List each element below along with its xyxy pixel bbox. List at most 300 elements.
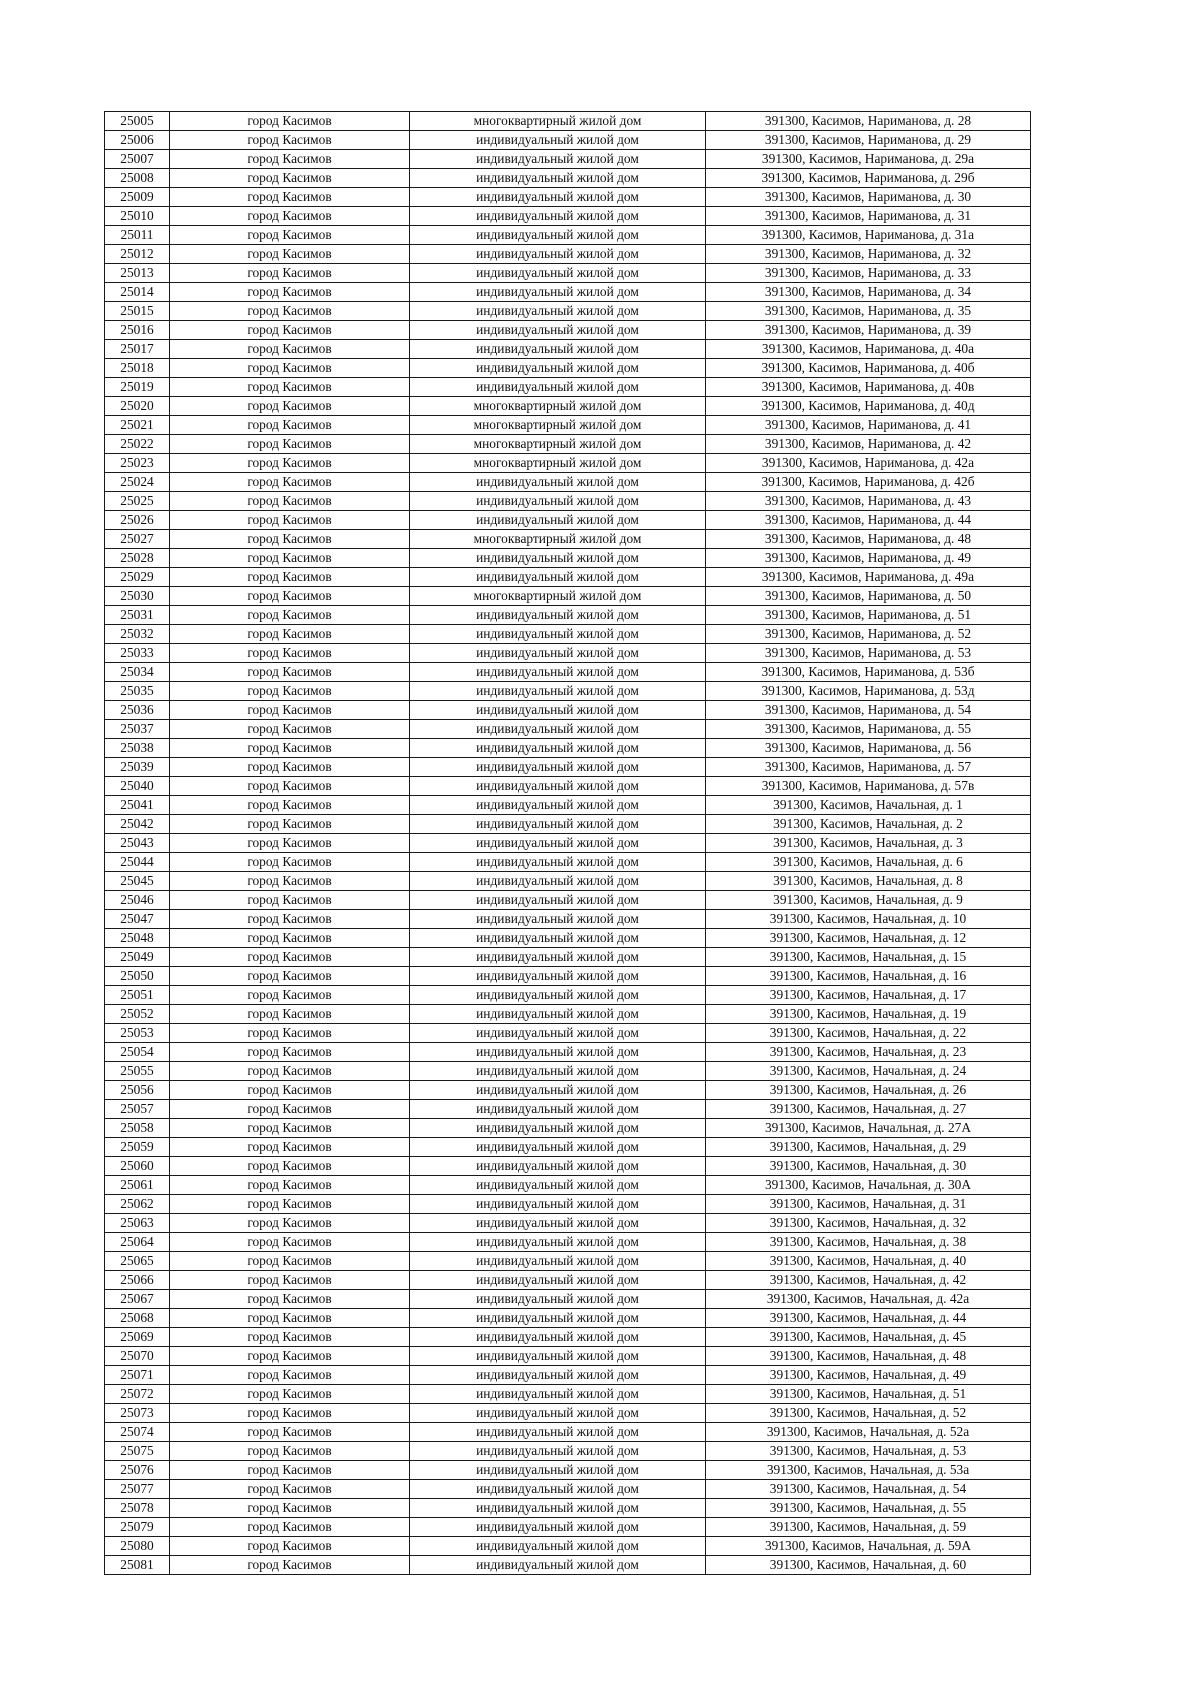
building-type-cell: индивидуальный жилой дом xyxy=(410,796,706,815)
building-type-cell: индивидуальный жилой дом xyxy=(410,511,706,530)
address-cell: 391300, Касимов, Нариманова, д. 40в xyxy=(706,378,1031,397)
address-cell: 391300, Касимов, Начальная, д. 40 xyxy=(706,1252,1031,1271)
locality-cell: город Касимов xyxy=(170,1100,410,1119)
record-id-cell: 25010 xyxy=(105,207,170,226)
table-row xyxy=(105,169,1031,188)
building-type-cell: индивидуальный жилой дом xyxy=(410,1556,706,1575)
building-type-cell: индивидуальный жилой дом xyxy=(410,929,706,948)
record-id-cell: 25068 xyxy=(105,1309,170,1328)
record-id-cell: 25065 xyxy=(105,1252,170,1271)
address-cell: 391300, Касимов, Нариманова, д. 55 xyxy=(706,720,1031,739)
locality-cell: город Касимов xyxy=(170,853,410,872)
record-id-cell: 25005 xyxy=(105,112,170,131)
table-row xyxy=(105,758,1031,777)
table-row xyxy=(105,150,1031,169)
record-id-cell: 25041 xyxy=(105,796,170,815)
record-id-cell: 25052 xyxy=(105,1005,170,1024)
address-cell: 391300, Касимов, Нариманова, д. 34 xyxy=(706,283,1031,302)
table-row xyxy=(105,226,1031,245)
record-id-cell: 25033 xyxy=(105,644,170,663)
record-id-cell: 25049 xyxy=(105,948,170,967)
building-type-cell: индивидуальный жилой дом xyxy=(410,1138,706,1157)
locality-cell: город Касимов xyxy=(170,1138,410,1157)
locality-cell: город Касимов xyxy=(170,1062,410,1081)
address-cell: 391300, Касимов, Нариманова, д. 28 xyxy=(706,112,1031,131)
locality-cell: город Касимов xyxy=(170,359,410,378)
record-id-cell: 25029 xyxy=(105,568,170,587)
building-type-cell: индивидуальный жилой дом xyxy=(410,739,706,758)
record-id-cell: 25063 xyxy=(105,1214,170,1233)
building-type-cell: индивидуальный жилой дом xyxy=(410,625,706,644)
table-row xyxy=(105,682,1031,701)
building-type-cell: индивидуальный жилой дом xyxy=(410,701,706,720)
table-row xyxy=(105,131,1031,150)
document-page xyxy=(104,111,1030,1575)
table-row xyxy=(105,948,1031,967)
address-cell: 391300, Касимов, Нариманова, д. 42 xyxy=(706,435,1031,454)
address-cell: 391300, Касимов, Нариманова, д. 40д xyxy=(706,397,1031,416)
building-type-cell: индивидуальный жилой дом xyxy=(410,1499,706,1518)
locality-cell: город Касимов xyxy=(170,1157,410,1176)
record-id-cell: 25024 xyxy=(105,473,170,492)
address-cell: 391300, Касимов, Нариманова, д. 53б xyxy=(706,663,1031,682)
locality-cell: город Касимов xyxy=(170,739,410,758)
address-cell: 391300, Касимов, Нариманова, д. 53 xyxy=(706,644,1031,663)
building-type-cell: индивидуальный жилой дом xyxy=(410,340,706,359)
record-id-cell: 25069 xyxy=(105,1328,170,1347)
table-row xyxy=(105,1119,1031,1138)
record-id-cell: 25019 xyxy=(105,378,170,397)
record-id-cell: 25062 xyxy=(105,1195,170,1214)
building-type-cell: индивидуальный жилой дом xyxy=(410,1461,706,1480)
address-cell: 391300, Касимов, Нариманова, д. 33 xyxy=(706,264,1031,283)
building-type-cell: индивидуальный жилой дом xyxy=(410,283,706,302)
locality-cell: город Касимов xyxy=(170,625,410,644)
locality-cell: город Касимов xyxy=(170,1271,410,1290)
table-row xyxy=(105,701,1031,720)
address-cell: 391300, Касимов, Начальная, д. 52 xyxy=(706,1404,1031,1423)
building-type-cell: многоквартирный жилой дом xyxy=(410,435,706,454)
address-cell: 391300, Касимов, Нариманова, д. 49 xyxy=(706,549,1031,568)
table-row xyxy=(105,340,1031,359)
building-type-cell: индивидуальный жилой дом xyxy=(410,1043,706,1062)
locality-cell: город Касимов xyxy=(170,321,410,340)
address-cell: 391300, Касимов, Нариманова, д. 35 xyxy=(706,302,1031,321)
table-row xyxy=(105,397,1031,416)
building-type-cell: многоквартирный жилой дом xyxy=(410,530,706,549)
building-type-cell: индивидуальный жилой дом xyxy=(410,1309,706,1328)
address-cell: 391300, Касимов, Начальная, д. 16 xyxy=(706,967,1031,986)
building-type-cell: индивидуальный жилой дом xyxy=(410,1100,706,1119)
building-type-cell: индивидуальный жилой дом xyxy=(410,910,706,929)
locality-cell: город Касимов xyxy=(170,207,410,226)
locality-cell: город Касимов xyxy=(170,1461,410,1480)
table-row xyxy=(105,1556,1031,1575)
building-type-cell: индивидуальный жилой дом xyxy=(410,891,706,910)
locality-cell: город Касимов xyxy=(170,378,410,397)
address-cell: 391300, Касимов, Начальная, д. 42а xyxy=(706,1290,1031,1309)
locality-cell: город Касимов xyxy=(170,1176,410,1195)
table-row xyxy=(105,815,1031,834)
building-type-cell: индивидуальный жилой дом xyxy=(410,1233,706,1252)
address-cell: 391300, Касимов, Начальная, д. 53 xyxy=(706,1442,1031,1461)
record-id-cell: 25060 xyxy=(105,1157,170,1176)
address-cell: 391300, Касимов, Нариманова, д. 48 xyxy=(706,530,1031,549)
record-id-cell: 25055 xyxy=(105,1062,170,1081)
locality-cell: город Касимов xyxy=(170,549,410,568)
locality-cell: город Касимов xyxy=(170,1081,410,1100)
building-type-cell: индивидуальный жилой дом xyxy=(410,207,706,226)
record-id-cell: 25044 xyxy=(105,853,170,872)
locality-cell: город Касимов xyxy=(170,568,410,587)
building-type-cell: индивидуальный жилой дом xyxy=(410,1081,706,1100)
address-cell: 391300, Касимов, Нариманова, д. 52 xyxy=(706,625,1031,644)
record-id-cell: 25066 xyxy=(105,1271,170,1290)
record-id-cell: 25040 xyxy=(105,777,170,796)
locality-cell: город Касимов xyxy=(170,682,410,701)
building-type-cell: индивидуальный жилой дом xyxy=(410,1366,706,1385)
table-row xyxy=(105,264,1031,283)
building-type-cell: индивидуальный жилой дом xyxy=(410,1518,706,1537)
table-row xyxy=(105,454,1031,473)
locality-cell: город Касимов xyxy=(170,1252,410,1271)
address-cell: 391300, Касимов, Нариманова, д. 57в xyxy=(706,777,1031,796)
address-cell: 391300, Касимов, Начальная, д. 44 xyxy=(706,1309,1031,1328)
locality-cell: город Касимов xyxy=(170,701,410,720)
locality-cell: город Касимов xyxy=(170,264,410,283)
record-id-cell: 25057 xyxy=(105,1100,170,1119)
record-id-cell: 25072 xyxy=(105,1385,170,1404)
address-cell: 391300, Касимов, Нариманова, д. 50 xyxy=(706,587,1031,606)
table-row xyxy=(105,1461,1031,1480)
table-row xyxy=(105,796,1031,815)
locality-cell: город Касимов xyxy=(170,1024,410,1043)
building-type-cell: индивидуальный жилой дом xyxy=(410,720,706,739)
locality-cell: город Касимов xyxy=(170,986,410,1005)
table-row xyxy=(105,1081,1031,1100)
record-id-cell: 25011 xyxy=(105,226,170,245)
record-id-cell: 25023 xyxy=(105,454,170,473)
locality-cell: город Касимов xyxy=(170,169,410,188)
locality-cell: город Касимов xyxy=(170,1518,410,1537)
locality-cell: город Касимов xyxy=(170,948,410,967)
address-cell: 391300, Касимов, Нариманова, д. 53д xyxy=(706,682,1031,701)
record-id-cell: 25021 xyxy=(105,416,170,435)
building-type-cell: индивидуальный жилой дом xyxy=(410,872,706,891)
address-cell: 391300, Касимов, Нариманова, д. 56 xyxy=(706,739,1031,758)
record-id-cell: 25078 xyxy=(105,1499,170,1518)
record-id-cell: 25025 xyxy=(105,492,170,511)
address-cell: 391300, Касимов, Начальная, д. 19 xyxy=(706,1005,1031,1024)
locality-cell: город Касимов xyxy=(170,1233,410,1252)
building-type-cell: индивидуальный жилой дом xyxy=(410,549,706,568)
table-row xyxy=(105,853,1031,872)
table-row xyxy=(105,1024,1031,1043)
record-id-cell: 25009 xyxy=(105,188,170,207)
record-id-cell: 25061 xyxy=(105,1176,170,1195)
table-row xyxy=(105,1195,1031,1214)
table-row xyxy=(105,1423,1031,1442)
address-cell: 391300, Касимов, Начальная, д. 27А xyxy=(706,1119,1031,1138)
table-row xyxy=(105,302,1031,321)
table-body xyxy=(105,112,1031,1575)
locality-cell: город Касимов xyxy=(170,188,410,207)
record-id-cell: 25016 xyxy=(105,321,170,340)
address-cell: 391300, Касимов, Начальная, д. 22 xyxy=(706,1024,1031,1043)
building-type-cell: индивидуальный жилой дом xyxy=(410,1537,706,1556)
record-id-cell: 25030 xyxy=(105,587,170,606)
table-row xyxy=(105,967,1031,986)
record-id-cell: 25018 xyxy=(105,359,170,378)
locality-cell: город Касимов xyxy=(170,1366,410,1385)
table-row xyxy=(105,644,1031,663)
building-type-cell: индивидуальный жилой дом xyxy=(410,1214,706,1233)
table-row xyxy=(105,492,1031,511)
table-row xyxy=(105,511,1031,530)
locality-cell: город Касимов xyxy=(170,245,410,264)
address-cell: 391300, Касимов, Начальная, д. 2 xyxy=(706,815,1031,834)
address-cell: 391300, Касимов, Нариманова, д. 29 xyxy=(706,131,1031,150)
address-cell: 391300, Касимов, Начальная, д. 26 xyxy=(706,1081,1031,1100)
record-id-cell: 25032 xyxy=(105,625,170,644)
building-type-cell: индивидуальный жилой дом xyxy=(410,302,706,321)
record-id-cell: 25081 xyxy=(105,1556,170,1575)
table-row xyxy=(105,1043,1031,1062)
building-type-cell: индивидуальный жилой дом xyxy=(410,1024,706,1043)
table-row xyxy=(105,283,1031,302)
building-type-cell: индивидуальный жилой дом xyxy=(410,1062,706,1081)
building-type-cell: индивидуальный жилой дом xyxy=(410,226,706,245)
locality-cell: город Касимов xyxy=(170,1423,410,1442)
building-type-cell: индивидуальный жилой дом xyxy=(410,967,706,986)
record-id-cell: 25043 xyxy=(105,834,170,853)
locality-cell: город Касимов xyxy=(170,1043,410,1062)
building-type-cell: индивидуальный жилой дом xyxy=(410,473,706,492)
locality-cell: город Касимов xyxy=(170,397,410,416)
address-cell: 391300, Касимов, Начальная, д. 48 xyxy=(706,1347,1031,1366)
record-id-cell: 25015 xyxy=(105,302,170,321)
address-cell: 391300, Касимов, Начальная, д. 1 xyxy=(706,796,1031,815)
address-cell: 391300, Касимов, Начальная, д. 29 xyxy=(706,1138,1031,1157)
address-cell: 391300, Касимов, Начальная, д. 54 xyxy=(706,1480,1031,1499)
record-id-cell: 25039 xyxy=(105,758,170,777)
locality-cell: город Касимов xyxy=(170,758,410,777)
record-id-cell: 25035 xyxy=(105,682,170,701)
locality-cell: город Касимов xyxy=(170,872,410,891)
address-cell: 391300, Касимов, Начальная, д. 42 xyxy=(706,1271,1031,1290)
locality-cell: город Касимов xyxy=(170,587,410,606)
address-cell: 391300, Касимов, Начальная, д. 9 xyxy=(706,891,1031,910)
address-cell: 391300, Касимов, Начальная, д. 23 xyxy=(706,1043,1031,1062)
table-row xyxy=(105,1309,1031,1328)
table-row xyxy=(105,245,1031,264)
locality-cell: город Касимов xyxy=(170,891,410,910)
table-row xyxy=(105,1062,1031,1081)
record-id-cell: 25070 xyxy=(105,1347,170,1366)
address-cell: 391300, Касимов, Начальная, д. 6 xyxy=(706,853,1031,872)
table-row xyxy=(105,910,1031,929)
address-cell: 391300, Касимов, Нариманова, д. 30 xyxy=(706,188,1031,207)
address-cell: 391300, Касимов, Начальная, д. 30 xyxy=(706,1157,1031,1176)
record-id-cell: 25059 xyxy=(105,1138,170,1157)
record-id-cell: 25080 xyxy=(105,1537,170,1556)
address-cell: 391300, Касимов, Нариманова, д. 41 xyxy=(706,416,1031,435)
locality-cell: город Касимов xyxy=(170,435,410,454)
table-row xyxy=(105,112,1031,131)
building-type-cell: индивидуальный жилой дом xyxy=(410,758,706,777)
address-cell: 391300, Касимов, Начальная, д. 52а xyxy=(706,1423,1031,1442)
locality-cell: город Касимов xyxy=(170,150,410,169)
locality-cell: город Касимов xyxy=(170,1556,410,1575)
record-id-cell: 25012 xyxy=(105,245,170,264)
building-type-cell: индивидуальный жилой дом xyxy=(410,1005,706,1024)
table-row xyxy=(105,378,1031,397)
record-id-cell: 25050 xyxy=(105,967,170,986)
locality-cell: город Касимов xyxy=(170,1385,410,1404)
building-type-cell: индивидуальный жилой дом xyxy=(410,359,706,378)
locality-cell: город Касимов xyxy=(170,1214,410,1233)
address-cell: 391300, Касимов, Начальная, д. 30А xyxy=(706,1176,1031,1195)
table-row xyxy=(105,1252,1031,1271)
locality-cell: город Касимов xyxy=(170,777,410,796)
address-cell: 391300, Касимов, Начальная, д. 15 xyxy=(706,948,1031,967)
table-row xyxy=(105,1233,1031,1252)
table-row xyxy=(105,1537,1031,1556)
locality-cell: город Касимов xyxy=(170,834,410,853)
address-cell: 391300, Касимов, Начальная, д. 59А xyxy=(706,1537,1031,1556)
table-row xyxy=(105,435,1031,454)
building-type-cell: многоквартирный жилой дом xyxy=(410,587,706,606)
address-cell: 391300, Касимов, Начальная, д. 38 xyxy=(706,1233,1031,1252)
record-id-cell: 25026 xyxy=(105,511,170,530)
record-id-cell: 25006 xyxy=(105,131,170,150)
record-id-cell: 25074 xyxy=(105,1423,170,1442)
record-id-cell: 25014 xyxy=(105,283,170,302)
table-row xyxy=(105,986,1031,1005)
locality-cell: город Касимов xyxy=(170,967,410,986)
building-type-cell: индивидуальный жилой дом xyxy=(410,1290,706,1309)
record-id-cell: 25036 xyxy=(105,701,170,720)
locality-cell: город Касимов xyxy=(170,1404,410,1423)
building-type-cell: многоквартирный жилой дом xyxy=(410,416,706,435)
locality-cell: город Касимов xyxy=(170,720,410,739)
locality-cell: город Касимов xyxy=(170,1347,410,1366)
table-row xyxy=(105,568,1031,587)
record-id-cell: 25031 xyxy=(105,606,170,625)
address-cell: 391300, Касимов, Нариманова, д. 44 xyxy=(706,511,1031,530)
table-row xyxy=(105,587,1031,606)
building-type-cell: индивидуальный жилой дом xyxy=(410,663,706,682)
locality-cell: город Касимов xyxy=(170,1309,410,1328)
locality-cell: город Касимов xyxy=(170,663,410,682)
address-cell: 391300, Касимов, Начальная, д. 24 xyxy=(706,1062,1031,1081)
building-type-cell: индивидуальный жилой дом xyxy=(410,1328,706,1347)
address-cell: 391300, Касимов, Нариманова, д. 43 xyxy=(706,492,1031,511)
address-cell: 391300, Касимов, Начальная, д. 12 xyxy=(706,929,1031,948)
address-cell: 391300, Касимов, Начальная, д. 8 xyxy=(706,872,1031,891)
table-row xyxy=(105,1214,1031,1233)
record-id-cell: 25064 xyxy=(105,1233,170,1252)
address-cell: 391300, Касимов, Начальная, д. 32 xyxy=(706,1214,1031,1233)
record-id-cell: 25053 xyxy=(105,1024,170,1043)
table-row xyxy=(105,1499,1031,1518)
table-row xyxy=(105,1480,1031,1499)
record-id-cell: 25067 xyxy=(105,1290,170,1309)
table-row xyxy=(105,739,1031,758)
address-cell: 391300, Касимов, Нариманова, д. 32 xyxy=(706,245,1031,264)
record-id-cell: 25038 xyxy=(105,739,170,758)
locality-cell: город Касимов xyxy=(170,340,410,359)
table-row xyxy=(105,891,1031,910)
locality-cell: город Касимов xyxy=(170,606,410,625)
locality-cell: город Касимов xyxy=(170,226,410,245)
table-row xyxy=(105,872,1031,891)
record-id-cell: 25045 xyxy=(105,872,170,891)
address-cell: 391300, Касимов, Начальная, д. 60 xyxy=(706,1556,1031,1575)
locality-cell: город Касимов xyxy=(170,1537,410,1556)
address-cell: 391300, Касимов, Нариманова, д. 57 xyxy=(706,758,1031,777)
building-type-cell: индивидуальный жилой дом xyxy=(410,1252,706,1271)
table-row xyxy=(105,1328,1031,1347)
table-row xyxy=(105,625,1031,644)
table-row xyxy=(105,1290,1031,1309)
building-type-cell: индивидуальный жилой дом xyxy=(410,777,706,796)
address-cell: 391300, Касимов, Начальная, д. 55 xyxy=(706,1499,1031,1518)
record-id-cell: 25056 xyxy=(105,1081,170,1100)
building-type-cell: индивидуальный жилой дом xyxy=(410,1480,706,1499)
record-id-cell: 25073 xyxy=(105,1404,170,1423)
table-row xyxy=(105,1366,1031,1385)
record-id-cell: 25017 xyxy=(105,340,170,359)
record-id-cell: 25079 xyxy=(105,1518,170,1537)
table-row xyxy=(105,473,1031,492)
building-type-cell: индивидуальный жилой дом xyxy=(410,378,706,397)
locality-cell: город Касимов xyxy=(170,302,410,321)
record-id-cell: 25071 xyxy=(105,1366,170,1385)
building-type-cell: индивидуальный жилой дом xyxy=(410,606,706,625)
locality-cell: город Касимов xyxy=(170,511,410,530)
building-type-cell: индивидуальный жилой дом xyxy=(410,682,706,701)
record-id-cell: 25013 xyxy=(105,264,170,283)
address-cell: 391300, Касимов, Нариманова, д. 42а xyxy=(706,454,1031,473)
locality-cell: город Касимов xyxy=(170,1195,410,1214)
locality-cell: город Касимов xyxy=(170,416,410,435)
table-row xyxy=(105,777,1031,796)
locality-cell: город Касимов xyxy=(170,1499,410,1518)
record-id-cell: 25051 xyxy=(105,986,170,1005)
table-row xyxy=(105,1271,1031,1290)
building-type-cell: индивидуальный жилой дом xyxy=(410,1195,706,1214)
building-type-cell: индивидуальный жилой дом xyxy=(410,1347,706,1366)
record-id-cell: 25058 xyxy=(105,1119,170,1138)
building-type-cell: индивидуальный жилой дом xyxy=(410,1271,706,1290)
building-type-cell: индивидуальный жилой дом xyxy=(410,131,706,150)
building-type-cell: индивидуальный жилой дом xyxy=(410,1157,706,1176)
address-cell: 391300, Касимов, Нариманова, д. 54 xyxy=(706,701,1031,720)
record-id-cell: 25075 xyxy=(105,1442,170,1461)
record-id-cell: 25028 xyxy=(105,549,170,568)
building-type-cell: индивидуальный жилой дом xyxy=(410,492,706,511)
locality-cell: город Касимов xyxy=(170,796,410,815)
building-type-cell: индивидуальный жилой дом xyxy=(410,986,706,1005)
building-type-cell: индивидуальный жилой дом xyxy=(410,321,706,340)
housing-register-table xyxy=(104,111,1031,1575)
address-cell: 391300, Касимов, Нариманова, д. 49а xyxy=(706,568,1031,587)
table-row xyxy=(105,1138,1031,1157)
building-type-cell: индивидуальный жилой дом xyxy=(410,264,706,283)
locality-cell: город Касимов xyxy=(170,530,410,549)
building-type-cell: многоквартирный жилой дом xyxy=(410,454,706,473)
